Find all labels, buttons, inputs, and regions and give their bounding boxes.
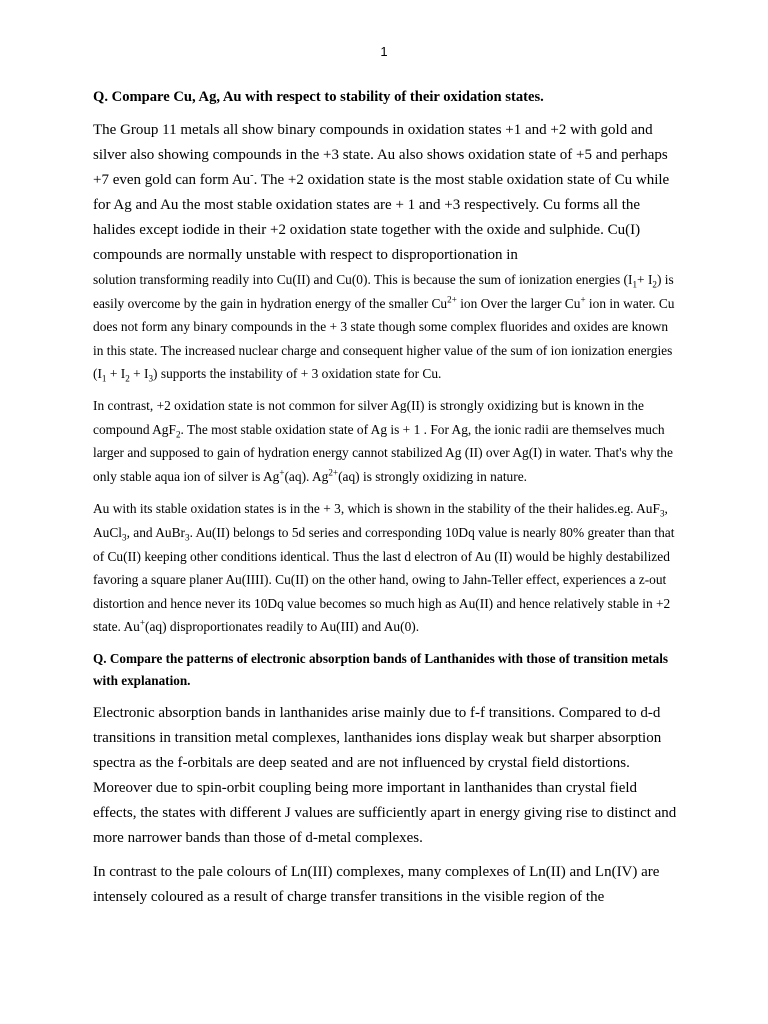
q1-paragraph-2 bbox=[93, 394, 677, 488]
q1-paragraph-1-continued bbox=[93, 268, 677, 386]
text-run: . The most stable oxidation state of Ag is + 1 . For Ag, the ionic radii are themselves much larger and supposed to gain of hydration energy cannot stabilized Ag (II) over Ag(I) in water. That's why the only stable aqua ion of silver is Ag bbox=[93, 421, 673, 484]
superscript: 2+ bbox=[328, 467, 339, 478]
text-run: + I bbox=[106, 366, 126, 382]
superscript: + bbox=[279, 467, 285, 478]
question-1-heading: Q. Compare Cu, Ag, Au with respect to stability of their oxidation states. bbox=[93, 89, 544, 105]
superscript: - bbox=[250, 170, 254, 181]
text-run: . Au(II) belongs to 5d series and corresponding 10Dq value is nearly 80% greater than that of Cu(II) keeping other conditions identical. Thus the last d electron of Au (II) would be highly destabilized favoring a square planer Au(IIII). Cu(II) on the other hand, owing to Jahn-Teller effect, experiences a z-out distortion and hence never its 10Dq value becomes so much high as Au(II) and hence relatively stable in +2 state. Au bbox=[93, 524, 675, 635]
q2-paragraph-1: Electronic absorption bands in lanthanides arise mainly due to f-f transitions. Compared to d-d transitions in transition metal complexes, lanthanides ions display weak but sharper absorption spectra as the f-orbitals are deep seated and are not influenced by crystal field distortions. Moreover due to spin-orbit coupling being more important in lanthanides than crystal field effects, the states with different J values are sufficiently apart in energy giving rise to distinct and more narrower bands than those of d-metal complexes. bbox=[93, 704, 677, 846]
text-run: ion Over the larger Cu bbox=[456, 295, 581, 311]
text-run: , AuCl bbox=[93, 501, 668, 540]
subscript: 3 bbox=[148, 374, 154, 385]
page-number: 1 bbox=[380, 44, 388, 59]
q1-paragraph-3 bbox=[93, 497, 677, 639]
text-run: ) supports the instability of + 3 oxidation state for Cu. bbox=[153, 366, 442, 382]
superscript: + bbox=[580, 294, 586, 305]
text-run: solution transforming readily into Cu(II) and Cu(0). This is because the sum of ionization energies (I bbox=[93, 272, 633, 287]
text-run: Au with its stable oxidation states is in the + 3, which is shown in the stability of the their halides.eg. AuF bbox=[93, 501, 660, 517]
text-run: + I bbox=[637, 272, 653, 287]
subscript: 1 bbox=[101, 374, 107, 385]
text-run: . The +2 oxidation state is the most stable oxidation state of Cu while for Ag and Au the most stable oxidation states are + 1 and +3 respectively. Cu forms all the halides except iodide in their +2 oxidation state together with the oxide and sulphide. Cu(I) compounds are normally unstable with respect to disproportionation in bbox=[93, 172, 670, 263]
q1-paragraph-1 bbox=[93, 118, 677, 268]
text-run: (aq) is strongly oxidizing in nature. bbox=[338, 468, 527, 484]
text-run: (aq) disproportionates readily to Au(III) and Au(0). bbox=[145, 619, 420, 635]
superscript: 2+ bbox=[447, 294, 457, 305]
subscript: 1 bbox=[632, 279, 638, 290]
q2-paragraph-2: In contrast to the pale colours of Ln(III) complexes, many complexes of Ln(II) and Ln(IV) are intensely coloured as a result of charge transfer transitions in the visible region of the bbox=[93, 863, 660, 905]
subscript: 3 bbox=[122, 532, 127, 543]
superscript: + bbox=[139, 617, 146, 628]
text-run: In contrast, +2 oxidation state is not common for silver Ag(II) is strongly oxidizing but is known in the compound AgF bbox=[93, 397, 644, 437]
question-2-heading: Q. Compare the patterns of electronic absorption bands of Lanthanides with those of transition metals with explanation. bbox=[93, 650, 669, 689]
text-run: ) is easily overcome by the gain in hydration energy of the smaller Cu bbox=[93, 272, 674, 311]
subscript: 2 bbox=[175, 429, 181, 440]
text-run: (aq). Ag bbox=[284, 468, 329, 484]
subscript: 3 bbox=[185, 532, 190, 543]
document-body bbox=[93, 86, 677, 910]
text-run: + I bbox=[129, 366, 149, 382]
subscript: 2 bbox=[652, 279, 657, 290]
text-run: The Group 11 metals all show binary compounds in oxidation states +1 and +2 with gold and silver also showing compounds in the +3 state. Au also shows oxidation state of +5 and perhaps +7 even gold can form Au bbox=[93, 122, 668, 188]
text-run: , and AuBr bbox=[126, 524, 185, 540]
subscript: 2 bbox=[125, 374, 130, 385]
text-run: ion in water. Cu does not form any binary compounds in the + 3 state though some complex fluorides and oxides are known in this state. The increased nuclear charge and consequent higher value of the sum of ion ionization energies (I bbox=[93, 295, 675, 382]
subscript: 3 bbox=[659, 509, 665, 520]
